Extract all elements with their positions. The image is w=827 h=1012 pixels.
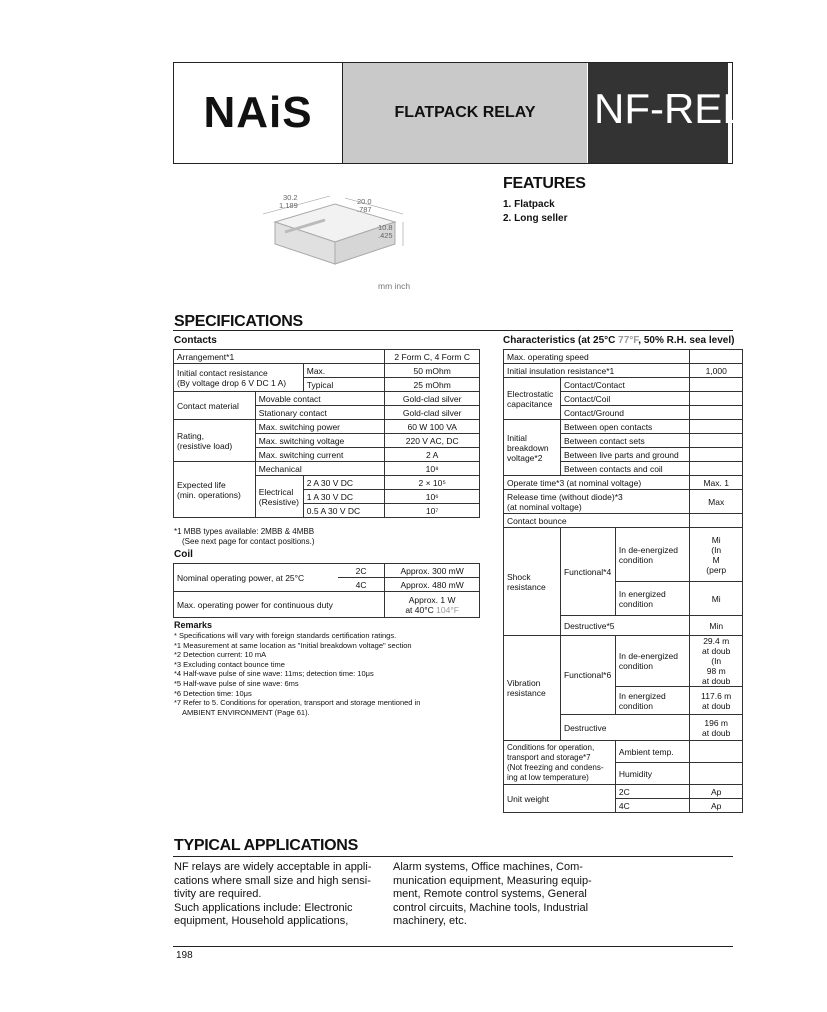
contacts-table [173,349,480,518]
para-line: equipment, Household applications, [174,915,349,927]
max-power-value: 60 W 100 VA [385,420,480,434]
icr-max-value: 50 mOhm [385,364,480,378]
elec-cond: 1 A 30 V DC [303,490,385,504]
contacts-notes [174,527,315,547]
note-line: *1 MBB types available: 2MBB & 4MBB [174,527,315,536]
contact-bounce-label: Contact bounce [504,514,690,528]
arrangement-label: Arrangement*1 [174,350,385,364]
between-coil-value [690,462,743,476]
release-time-line1: Release time (without diode)*3 [507,491,623,502]
max-voltage-label: Max. switching voltage [255,434,385,448]
nominal-label: Nominal operating power, at 25°C [174,564,338,592]
table-row [504,514,743,528]
mechanical-value: 10⁸ [385,462,480,476]
icr-max-label: Max. [303,364,385,378]
insulation-label: Initial insulation resistance*1 [504,364,690,378]
para-line: ment, Remote control systems, General [393,888,587,900]
features-heading: FEATURES [503,175,586,192]
vib-destructive-label: Destructive [560,715,689,741]
weight-4c-value: Ap [690,799,743,813]
remark-item: *7 Refer to 5. Conditions for operation, transport and storage mentioned in [174,698,421,708]
dim-width [357,198,372,214]
max-speed-value [690,350,743,364]
between-open-label: Between open contacts [560,420,689,434]
dim-width-in: .787 [357,205,372,214]
header-subtitle-cell [343,63,587,163]
table-row [174,462,480,476]
maxop-temp-c: at 40°C [405,604,434,615]
para-line: Such applications include: Electronic [174,901,353,914]
conditions-label [504,741,616,785]
stationary-value: Gold-clad silver [385,406,480,420]
dim-height-in: .425 [378,231,393,240]
typical-para-right [393,861,603,929]
electrostatic-label: Electrostatic capacitance [504,378,561,420]
characteristics-heading [503,335,734,346]
typical-para-left [174,861,384,929]
weight-4c-label: 4C [615,799,689,813]
rating-label [174,420,256,462]
icr-label-line2: (By voltage drop 6 V DC 1 A) [177,377,287,388]
vib-value-line: (In [711,656,722,666]
para-line: tivity are required. [174,888,262,900]
contact-coil-label: Contact/Coil [560,392,689,406]
nominal-2c-value: Approx. 300 mW [385,564,480,578]
mechanical-label: Mechanical [255,462,385,476]
ambient-value [690,741,743,763]
dim-height [378,224,393,240]
para-line: Alarm systems, Office machines, Com- [393,861,583,873]
dim-length-mm: 30.2 [283,193,298,202]
table-row [504,420,743,434]
header-subtitle: FLATPACK RELAY [394,104,536,121]
vib-deenergized-label: In de-energized condition [615,636,689,687]
rating-label-line1: Rating, [177,430,204,441]
vib-energized-value [690,687,743,715]
elec-value: 10⁷ [385,504,480,518]
units-label: mm inch [378,281,411,291]
header-title-cell [588,63,827,163]
shock-label: Shock resistance [504,528,561,636]
table-row [504,741,743,763]
note-line: (See next page for contact positions.) [182,537,315,546]
max-power-label: Max. switching power [255,420,385,434]
table-row [504,785,743,799]
release-time-value: Max [690,490,743,514]
shock-value-line: Mi [711,534,721,545]
remark-item: * Specifications will vary with foreign standards certification ratings. [174,631,397,640]
characteristics-heading-rest: , 50% R.H. sea level) [638,335,735,346]
max-current-value: 2 A [385,448,480,462]
contact-contact-value [690,378,743,392]
nominal-4c-label: 4C [338,578,385,592]
stationary-label: Stationary contact [255,406,385,420]
vib-destructive-value [690,715,743,741]
shock-deenergized-label: In de-energized condition [615,528,689,582]
movable-label: Movable contact [255,392,385,406]
conditions-line: ing at low temperature) [507,772,589,782]
ambient-label: Ambient temp. [615,741,689,763]
maxop-value-line2 [388,605,476,615]
elec-cond: 0.5 A 30 V DC [303,504,385,518]
material-label: Contact material [174,392,256,420]
between-sets-value [690,434,743,448]
table-row [504,378,743,392]
brand-logo [174,63,343,163]
icr-typ-value: 25 mOhm [385,378,480,392]
table-row [504,636,743,687]
maxop-value-line1: Approx. 1 W [408,594,456,605]
footer-divider [173,946,733,947]
between-open-value [690,420,743,434]
contacts-heading: Contacts [174,335,217,346]
electrical-label [255,476,303,518]
weight-2c-label: 2C [615,785,689,799]
feature-item: 2. Long seller [503,213,568,224]
characteristics-heading-f: 77°F [618,335,639,346]
remarks-list [174,631,474,717]
table-row [174,392,480,406]
vib-deenergized-value [690,636,743,687]
icr-typ-label: Typical [303,378,385,392]
electrical-label-line2: (Resistive) [258,496,299,507]
between-live-label: Between live parts and ground [560,448,689,462]
remark-item: *5 Half-wave pulse of sine wave: 6ms [174,678,299,688]
max-voltage-value: 220 V AC, DC [385,434,480,448]
conditions-line: transport and storage*7 [507,752,591,762]
operate-time-label: Operate time*3 (at nominal voltage) [504,476,690,490]
release-time-label [504,490,690,514]
remark-item: *1 Measurement at same location as "Initial breakdown voltage" section [174,640,412,650]
contact-contact-label: Contact/Contact [560,378,689,392]
vib-value-line: at doub [702,700,731,711]
maxop-label: Max. operating power for continuous duty [174,592,385,618]
between-sets-label: Between contact sets [560,434,689,448]
between-coil-label: Between contacts and coil [560,462,689,476]
vib-value-line: at doub [702,727,731,738]
conditions-line: (Not freezing and condens- [507,762,604,772]
shock-energized-value: Mi [690,582,743,616]
characteristics-table [503,349,743,813]
movable-value: Gold-clad silver [385,392,480,406]
humidity-label: Humidity [615,763,689,785]
para-line: munication equipment, Measuring equip- [393,874,592,887]
shock-value-line: M [712,554,720,565]
contact-ground-label: Contact/Ground [560,406,689,420]
dim-height-mm: 10.8 [378,223,393,232]
table-row [174,564,480,578]
breakdown-label: Initial breakdown voltage*2 [504,420,561,476]
table-row [504,364,743,378]
max-speed-label: Max. operating speed [504,350,690,364]
table-row [504,528,743,582]
contact-ground-value [690,406,743,420]
table-row [174,420,480,434]
remark-item: *3 Excluding contact bounce time [174,659,285,669]
shock-value-line: (perp [706,564,727,575]
remark-item: *6 Detection time: 10μs [174,688,252,698]
section-divider [173,330,733,331]
para-line: control circuits, Machine tools, Industrial [393,901,589,914]
icr-label-line1: Initial contact resistance [177,367,268,378]
typical-applications-heading: TYPICAL APPLICATIONS [174,837,358,854]
vib-value-line: at doub [702,676,731,686]
para-line: machinery, etc. [393,915,467,927]
shock-destructive-value: Min [690,616,743,636]
shock-deenergized-value [690,528,743,582]
arrangement-value: 2 Form C, 4 Form C [385,350,480,364]
shock-energized-label: In energized condition [615,582,689,616]
elec-value: 10⁶ [385,490,480,504]
nominal-2c-label: 2C [338,564,385,578]
humidity-value [690,763,743,785]
vibration-functional-label: Functional*6 [560,636,615,715]
para-line: cations where small size and high sensi- [174,874,371,887]
coil-table [173,563,480,618]
weight-2c-value: Ap [690,785,743,799]
vib-value-line: 117.6 m [701,690,732,701]
table-row [174,364,480,378]
life-label [174,462,256,518]
remark-item: AMBIENT ENVIRONMENT (Page 61). [182,707,310,717]
para-line: NF relays are widely acceptable in appli- [174,861,372,873]
table-row [174,350,480,364]
table-row [504,476,743,490]
life-label-line2: (min. operations) [177,489,241,500]
shock-destructive-label: Destructive*5 [560,616,689,636]
section-divider [173,856,733,857]
specifications-heading: SPECIFICATIONS [174,313,303,330]
dim-length [279,193,298,210]
page-title: NF-RELAYS [594,85,827,132]
insulation-value: 1,000 [690,364,743,378]
dim-length-in: 1.189 [279,201,298,210]
vibration-label: Vibration resistance [504,636,561,741]
page-number: 198 [176,950,193,961]
rating-label-line2: (resistive load) [177,440,233,451]
maxop-value [385,592,480,618]
vib-value-line: 98 m [706,666,726,676]
vib-energized-label: In energized condition [615,687,689,715]
characteristics-heading-text: Characteristics (at 25°C [503,335,616,346]
contact-bounce-value [690,514,743,528]
electrical-label-line1: Electrical [258,486,294,497]
features-list [503,198,567,226]
conditions-line: Conditions for operation, [507,742,595,752]
contact-coil-value [690,392,743,406]
elec-cond: 2 A 30 V DC [303,476,385,490]
shock-value-line: (In [711,544,722,555]
vib-value-line: 196 m [704,717,729,728]
shock-functional-label: Functional*4 [560,528,615,616]
table-row [504,490,743,514]
feature-item: 1. Flatpack [503,199,555,210]
unit-weight-label: Unit weight [504,785,616,813]
max-current-label: Max. switching current [255,448,385,462]
vib-value-line: 29.4 m [703,636,730,646]
between-live-value [690,448,743,462]
table-row [174,592,480,618]
coil-heading: Coil [174,549,193,560]
nominal-4c-value: Approx. 480 mW [385,578,480,592]
maxop-temp-f: 104°F [436,604,459,615]
table-row [504,350,743,364]
dim-width-mm: 20.0 [357,197,372,206]
operate-time-value: Max. 1 [690,476,743,490]
icr-label [174,364,304,392]
release-time-line2: (at nominal voltage) [507,501,582,512]
remarks-heading: Remarks [174,620,213,630]
vib-value-line: at doub [702,646,731,656]
remark-item: *2 Detection current: 10 mA [174,650,267,660]
life-label-line1: Expected life [177,479,226,490]
elec-value: 2 × 10⁵ [385,476,480,490]
remark-item: *4 Half-wave pulse of sine wave: 11ms; detection time: 10μs [174,669,374,679]
brand-logo-text: NAiS [203,88,313,137]
